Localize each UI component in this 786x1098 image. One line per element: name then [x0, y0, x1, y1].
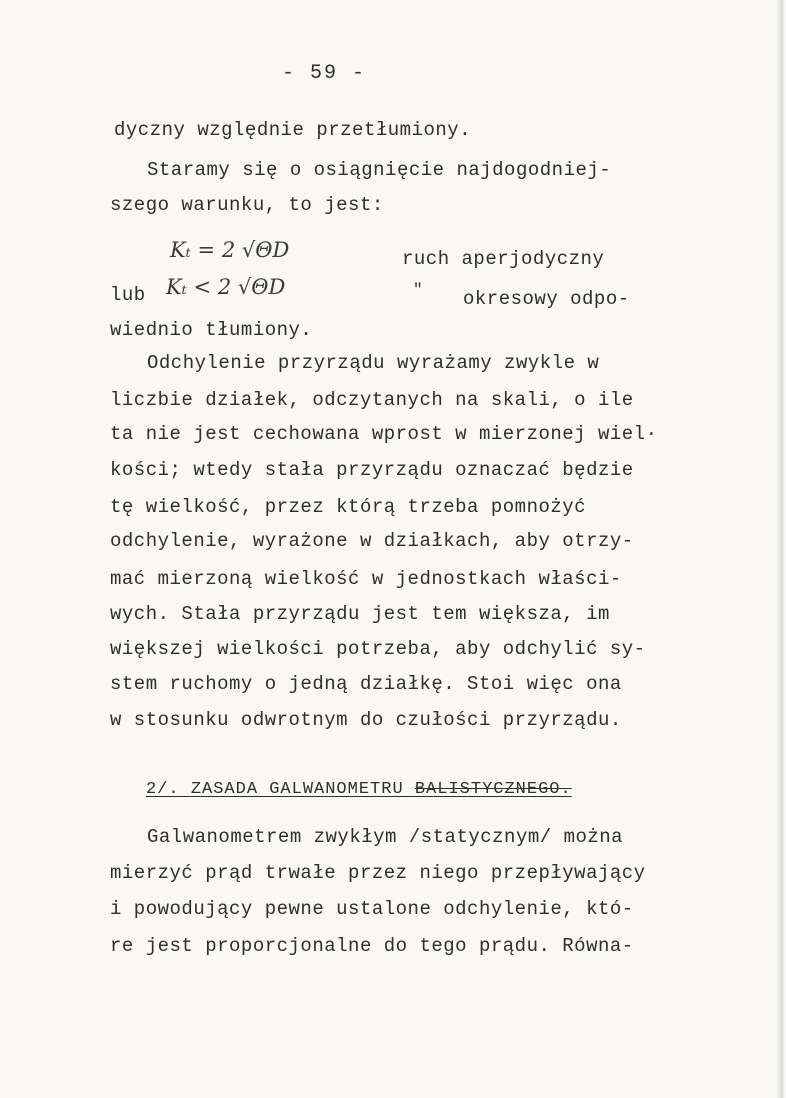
text-line: liczbie działek, odczytanych na skali, o ile: [110, 389, 634, 411]
text-line: kości; wtedy stała przyrządu oznaczać będzie: [110, 459, 634, 481]
text-line: szego warunku, to jest:: [110, 194, 384, 216]
text-line: Galwanometrem zwykłym /statycznym/ można: [147, 826, 624, 848]
text-line: odchylenie, wyrażone w działkach, aby otrzy-: [110, 530, 634, 552]
text-line: ta nie jest cechowana wprost w mierzonej wiel·: [110, 423, 658, 445]
text-line: mierzyć prąd trwałe przez niego przepływający: [110, 862, 646, 884]
text-line: okresowy odpo-: [463, 288, 630, 310]
heading-text: ZASADA GALWANOMETRU: [190, 780, 415, 799]
text-line: Odchylenie przyrządu wyrażamy zwykle w: [147, 352, 600, 374]
text-line: większej wielkości potrzeba, aby odchylić sy-: [110, 638, 646, 660]
text-line: tę wielkość, przez którą trzeba pomnożyć: [110, 496, 587, 518]
text-line: wiednio tłumiony.: [110, 319, 313, 341]
page-edge-shadow: [776, 0, 786, 1098]
text-line: stem ruchomy o jedną działkę. Stoi więc ona: [110, 673, 622, 695]
ditto-mark: ": [413, 281, 424, 299]
text-line: re jest proporcjonalne do tego prądu. Równa-: [110, 935, 634, 957]
formula-critical-damping: Kₜ = 2 √ΘD: [170, 238, 290, 262]
page-number: - 59 -: [282, 62, 367, 85]
text-line: mać mierzoną wielkość w jednostkach właści-: [110, 568, 622, 590]
text-line: dyczny względnie przetłumiony.: [114, 119, 472, 141]
text-line: wych. Stała przyrządu jest tem większa, im: [110, 603, 610, 625]
section-heading: [146, 780, 572, 799]
text-line: ruch aperjodyczny: [402, 248, 605, 270]
text-line: i powodujący pewne ustalone odchylenie, któ-: [110, 898, 634, 920]
text-line: w stosunku odwrotnym do czułości przyrządu.: [110, 709, 622, 731]
text-line: Staramy się o osiągnięcie najdogodniej-: [147, 159, 612, 181]
text-line: lub: [110, 284, 146, 306]
heading-number: 2/.: [146, 780, 180, 799]
heading-text-struck: BALISTYCZNEGO.: [414, 780, 572, 799]
formula-underdamping: Kₜ < 2 √ΘD: [166, 275, 286, 299]
